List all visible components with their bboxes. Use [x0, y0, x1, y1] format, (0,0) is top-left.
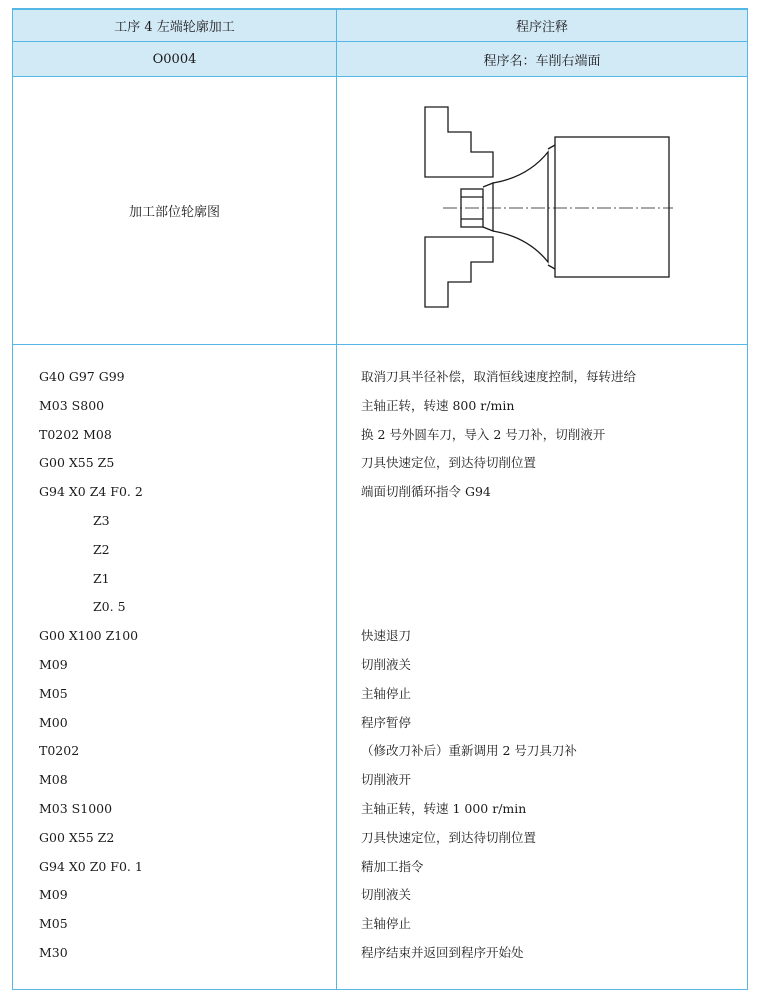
- part-profile-drawing: [403, 97, 673, 317]
- program-line: [13, 737, 747, 766]
- shoulder-top: [548, 145, 555, 149]
- code-comment: 切削液关: [361, 656, 412, 672]
- code-comment: 程序暂停: [361, 714, 412, 730]
- code-comment: 快速退刀: [361, 628, 412, 644]
- nc-code: M03 S1000: [39, 800, 113, 816]
- figure-label: 加工部位轮廓图: [128, 205, 220, 220]
- program-line: [13, 536, 747, 565]
- nc-code: Z1: [93, 570, 110, 586]
- program-line: [13, 881, 747, 910]
- nc-code: G00 X55 Z5: [39, 455, 115, 471]
- nc-code: G00 X100 Z100: [39, 628, 139, 644]
- header-notes-title: 程序注释: [515, 20, 568, 35]
- nc-code: M03 S800: [39, 397, 105, 413]
- program-line: [13, 795, 747, 824]
- nc-code: G94 X0 Z4 F0. 2: [39, 484, 143, 500]
- nc-code: M05: [39, 916, 68, 932]
- code-comment: 精加工指令: [361, 858, 424, 874]
- program-line: [13, 824, 747, 853]
- program-line: [13, 709, 747, 738]
- nc-code: G94 X0 Z0 F0. 1: [39, 858, 143, 874]
- nc-code: T0202 M08: [39, 426, 112, 442]
- program-line: [13, 651, 747, 680]
- nc-code: Z0. 5: [93, 599, 126, 615]
- table-header-row: [13, 8, 747, 42]
- program-line: [13, 565, 747, 594]
- program-line: [13, 449, 747, 478]
- shoulder-bottom: [548, 265, 555, 269]
- code-comment: （修改刀补后）重新调用 2 号刀具刀补: [361, 743, 577, 759]
- code-comment: 切削液开: [361, 772, 412, 788]
- nc-code: M08: [39, 772, 68, 788]
- nc-code: M30: [39, 944, 68, 960]
- neck-outline: [483, 183, 493, 231]
- program-line: [13, 363, 747, 392]
- program-line: [13, 593, 747, 622]
- code-comment: 主轴停止: [361, 916, 412, 932]
- figure-row: [13, 77, 747, 345]
- code-comment: 主轴正转，转速 800 r/min: [361, 397, 515, 413]
- code-comment: 刀具快速定位，到达待切削位置: [361, 829, 537, 845]
- process-table: [12, 8, 748, 990]
- code-comment: 切削液关: [361, 887, 412, 903]
- program-row: [13, 42, 747, 77]
- program-number: O0004: [152, 51, 197, 67]
- program-line: [13, 680, 747, 709]
- nc-code: G40 G97 G99: [39, 369, 125, 384]
- code-comment: 主轴正转，转速 1 000 r/min: [361, 800, 527, 816]
- code-comment: 端面切削循环指令 G94: [361, 484, 491, 500]
- nc-code: Z3: [93, 512, 110, 528]
- large-cylinder: [555, 137, 669, 277]
- nc-code: Z2: [93, 541, 110, 557]
- code-comment: 换 2 号外圆车刀，导入 2 号刀补，切削液开: [361, 426, 606, 442]
- program-line: [13, 853, 747, 882]
- program-line: [13, 507, 747, 536]
- nc-code: M05: [39, 685, 68, 701]
- program-line: [13, 766, 747, 795]
- program-line: [13, 910, 747, 939]
- code-comment: 主轴停止: [361, 685, 412, 701]
- program-line: [13, 392, 747, 421]
- program-name: 程序名：车削右端面: [483, 53, 601, 69]
- concave-transition: [493, 152, 548, 262]
- code-comment: 取消刀具半径补偿，取消恒线速度控制，每转进给: [361, 369, 637, 384]
- program-line: [13, 622, 747, 651]
- upper-chuck-jaw: [425, 107, 493, 177]
- code-comment: 刀具快速定位，到达待切削位置: [361, 455, 537, 471]
- nc-code: M00: [39, 714, 68, 730]
- code-comment: 程序结束并返回到程序开始处: [361, 944, 524, 960]
- nc-code: M09: [39, 887, 68, 903]
- lower-chuck-jaw: [425, 237, 493, 307]
- program-lines: [13, 363, 747, 968]
- nc-code: T0202: [39, 743, 80, 759]
- nc-code: M09: [39, 656, 68, 672]
- program-line: [13, 421, 747, 450]
- program-line: [13, 478, 747, 507]
- program-line: [13, 939, 747, 968]
- nc-code: G00 X55 Z2: [39, 829, 115, 845]
- header-process-title: 工序 4 左端轮廓加工: [114, 20, 235, 35]
